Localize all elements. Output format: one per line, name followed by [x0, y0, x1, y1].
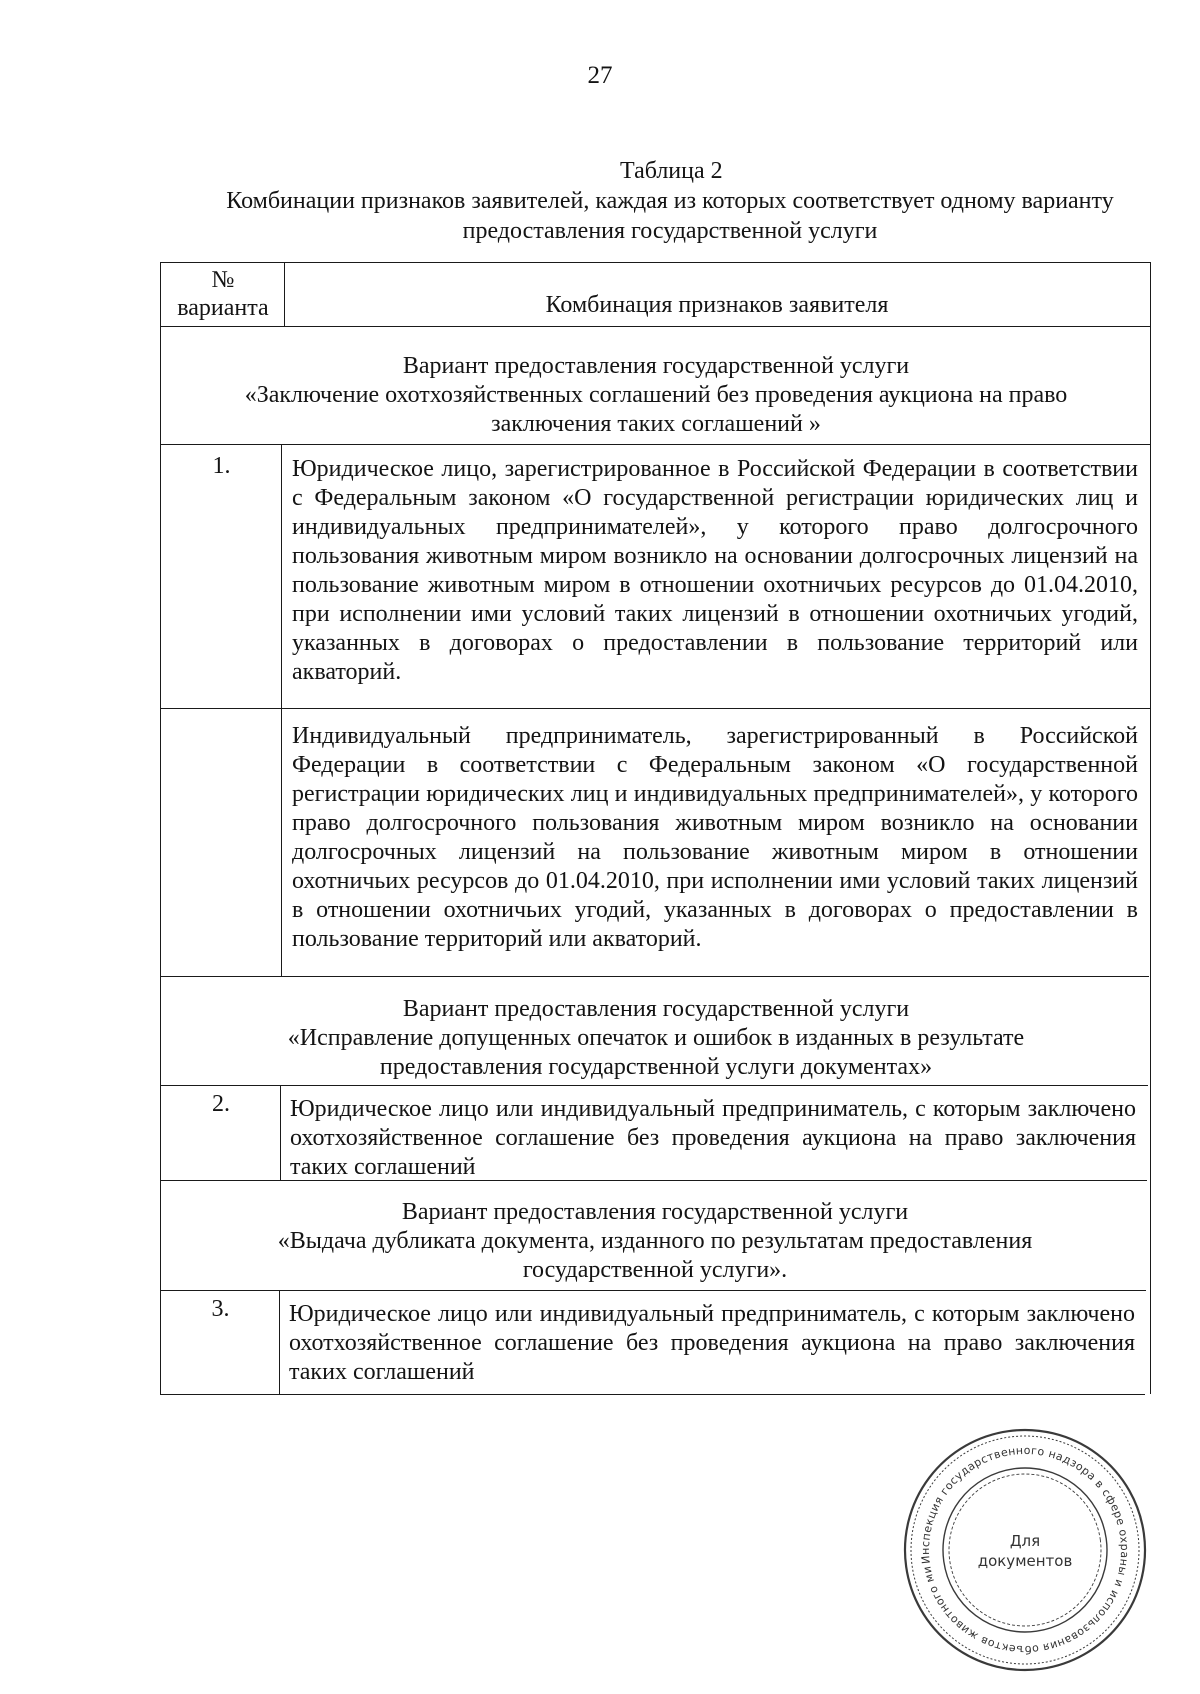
variant-heading-line: Вариант предоставления государственной услуги	[402, 353, 910, 379]
variant-heading-line: «Выдача дубликата документа, изданного по результатам предоставления	[277, 1228, 1033, 1254]
variant-number: 1.	[212, 453, 231, 479]
column-separator	[279, 1290, 280, 1394]
table-title: Комбинации признаков заявителей, каждая из которых соответствует одному варианту предоставления государственной услуги	[226, 188, 1114, 244]
stamp-center-label-top: Для	[1009, 1532, 1041, 1550]
variant-heading	[162, 995, 1150, 1082]
column-separator	[280, 1085, 281, 1180]
variant-heading	[162, 1198, 1148, 1285]
table-border-left	[160, 262, 161, 1394]
column-separator	[281, 444, 282, 976]
page-number: 27	[587, 62, 613, 89]
stamp-ring-text: Инспекция государственного надзора в сфере охраны и использования объектов животного мира	[918, 1443, 1132, 1657]
variant-heading-line: «Исправление допущенных опечаток и ошибок в изданных в результате	[287, 1025, 1025, 1051]
applicant-criteria: Юридическое лицо или индивидуальный предприниматель, с которым заключено охотхозяйственное соглашение без проведения аукциона на право заключения таких соглашений	[289, 1301, 1135, 1385]
stamp-center-label-bottom: документов	[977, 1552, 1073, 1570]
table-border-bottom	[160, 1394, 1145, 1395]
variant-heading-line: заключения таких соглашений »	[491, 411, 821, 437]
table-row-divider	[160, 976, 1149, 977]
variant-heading-line: Вариант предоставления государственной услуги	[402, 996, 910, 1022]
table-row-divider	[160, 1290, 1146, 1291]
column-separator	[284, 262, 285, 326]
official-stamp-seal	[900, 1425, 1150, 1675]
table-caption: Таблица 2	[620, 158, 723, 184]
table-header-divider	[160, 326, 1151, 327]
table-border-top	[160, 262, 1151, 263]
table-row-divider	[160, 444, 1150, 445]
table-row-divider	[160, 1085, 1148, 1086]
variant-heading-line: государственной услуги».	[522, 1257, 788, 1283]
header-combination: Комбинация признаков заявителя	[545, 292, 889, 318]
applicant-criteria: Юридическое лицо или индивидуальный предприниматель, с которым заключено охотхозяйственное соглашение без проведения аукциона на право заключения таких соглашений	[290, 1096, 1136, 1180]
applicant-criteria: Индивидуальный предприниматель, зарегистрированный в Российской Федерации в соответствии с Федеральным законом «О государственной регистрации юридических лиц и индивидуальных предпринимателей», у которого право долгосрочного пользования животным миром возникло на основании долгосрочных лицензий на пользование животным миром в отношении охотничьих ресурсов до 01.04.2010, при исполнении ими условий таких лицензий в отношении охотничьих угодий, указанных в договорах о предоставлении в пользование территорий или акваторий.	[292, 723, 1138, 952]
header-number-label: варианта	[177, 295, 269, 321]
table-border-right	[1150, 262, 1151, 1394]
variant-heading	[162, 352, 1150, 439]
header-variant-number	[162, 266, 284, 322]
applicant-criteria: Юридическое лицо, зарегистрированное в Российской Федерации в соответствии с Федеральным законом «О государственной регистрации юридических лиц и индивидуальных предпринимателей», у которого право долгосрочного пользования животным миром возникло на основании долгосрочных лицензий на пользование животным миром в отношении охотничьих ресурсов до 01.04.2010, при исполнении ими условий таких лицензий в отношении охотничьих угодий, указанных в договорах о предоставлении в пользование территорий или акваторий.	[292, 456, 1138, 685]
header-number-sign: №	[211, 267, 235, 293]
variant-number: 2.	[212, 1091, 230, 1117]
variant-number: 3.	[211, 1296, 230, 1322]
table-row-divider	[160, 708, 1150, 709]
variant-heading-line: Вариант предоставления государственной услуги	[401, 1199, 909, 1225]
variant-heading-line: предоставления государственной услуги документах»	[379, 1054, 933, 1080]
variant-heading-line: «Заключение охотхозяйственных соглашений без проведения аукциона на право	[244, 382, 1068, 408]
